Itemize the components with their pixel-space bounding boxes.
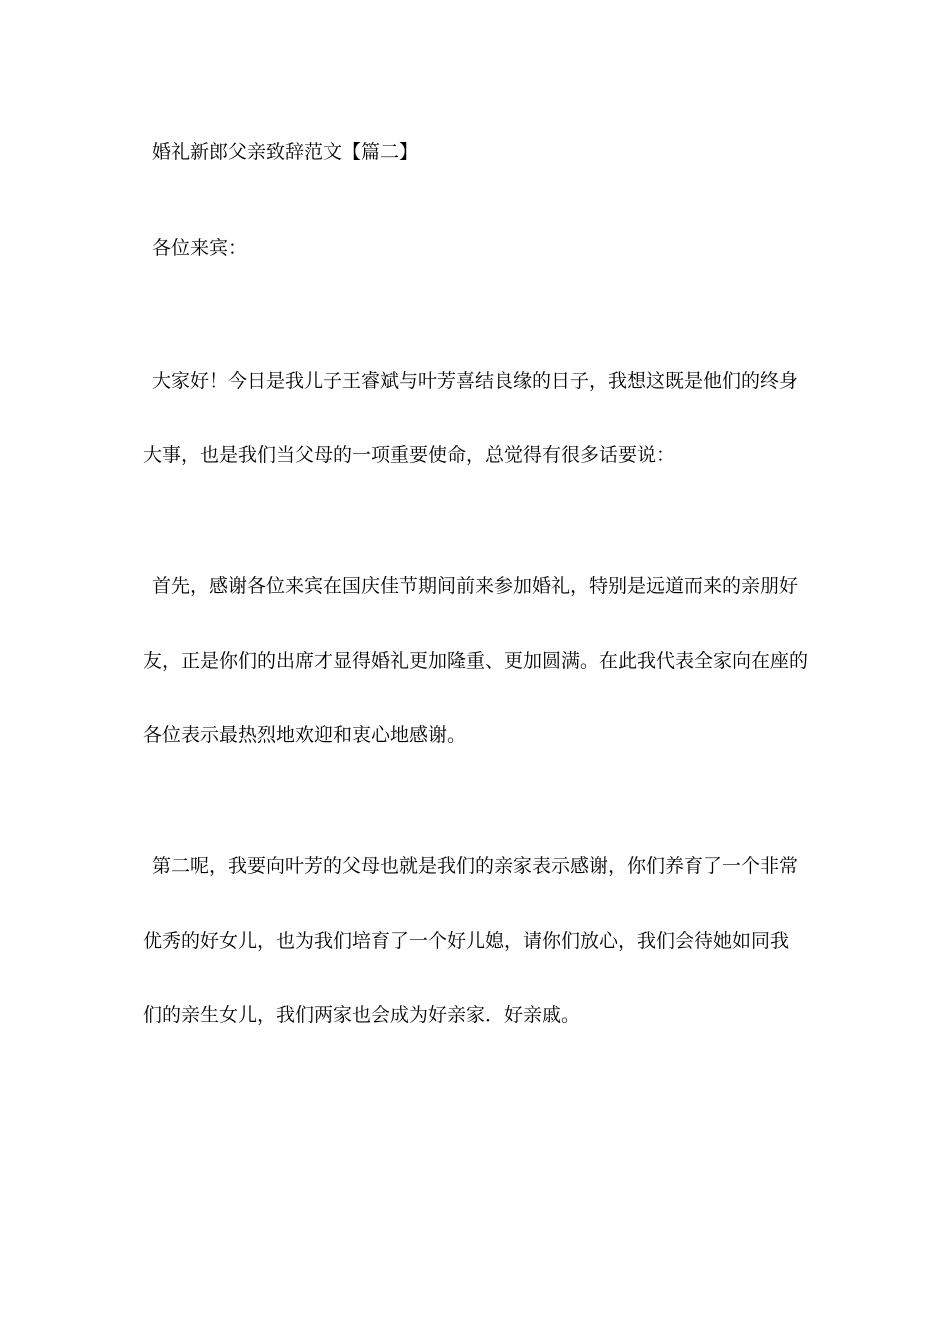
paragraph-line: 们的亲生女儿，我们两家也会成为好亲家．好亲戚。 (143, 1004, 581, 1026)
paragraph-line: 优秀的好女儿，也为我们培育了一个好儿媳，请你们放心，我们会待她如同我 (143, 930, 790, 952)
document-title: 婚礼新郎父亲致辞范文【篇二】 (152, 141, 419, 163)
paragraph-line: 第二呢，我要向叶芳的父母也就是我们的亲家表示感谢，你们养育了一个非常 (152, 855, 799, 877)
paragraph-line: 各位表示最热烈地欢迎和衷心地感谢。 (143, 724, 467, 746)
paragraph-line: 大家好！今日是我儿子王睿斌与叶芳喜结良缘的日子，我想这既是他们的终身 (152, 370, 799, 392)
salutation: 各位来宾： (152, 237, 248, 259)
paragraph-line: 大事，也是我们当父母的一项重要使命，总觉得有很多话要说： (143, 444, 676, 466)
paragraph-line: 首先，感谢各位来宾在国庆佳节期间前来参加婚礼，特别是远道而来的亲朋好 (152, 575, 799, 597)
paragraph-line: 友，正是你们的出席才显得婚礼更加隆重、更加圆满。在此我代表全家向在座的 (143, 650, 809, 672)
